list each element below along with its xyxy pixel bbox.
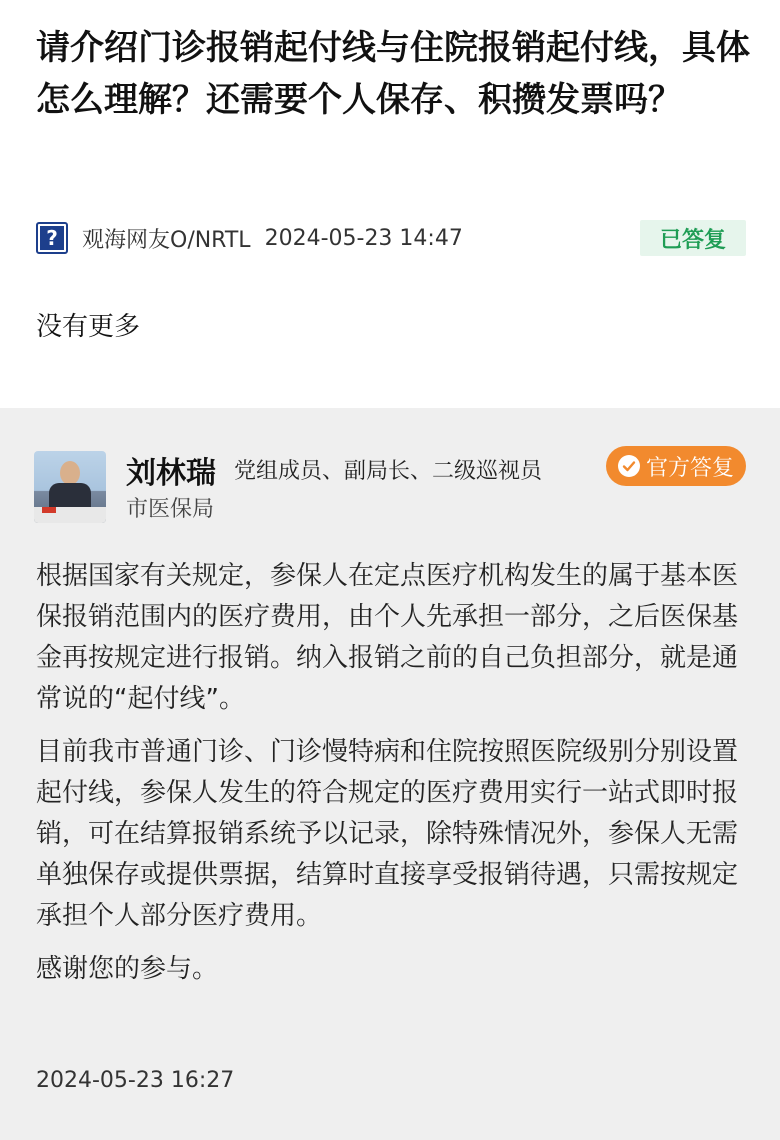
asker-name[interactable]: 观海网友O/NRTL <box>82 227 251 253</box>
responder-title: 党组成员、副局长、二级巡视员 <box>234 459 543 484</box>
check-icon <box>618 455 640 477</box>
responder-department: 市医保局 <box>126 497 215 522</box>
asked-timestamp: 2024-05-23 14:47 <box>264 225 463 251</box>
official-badge-label: 官方答复 <box>645 455 734 481</box>
status-badge: 已答复 <box>640 220 746 256</box>
answer-paragraph: 感谢您的参与。 <box>36 954 219 984</box>
no-more-label: 没有更多 <box>36 312 141 342</box>
official-answer-badge <box>606 446 746 486</box>
question-title: 请介绍门诊报销起付线与住院报销起付线，具体怎么理解？还需要个人保存、积攒发票吗？ <box>36 28 750 120</box>
responder-name: 刘林瑞 <box>126 456 216 491</box>
answer-paragraph: 根据国家有关规定，参保人在定点医疗机构发生的属于基本医保报销范围内的医疗费用，由个人先承担一部分，之后医保基金再按规定进行报销。纳入报销之前的自己负担部分，就是通常说的“起付线”。 <box>36 561 739 714</box>
answered-timestamp: 2024-05-23 16:27 <box>36 1068 235 1093</box>
question-section <box>0 0 780 408</box>
answer-body <box>36 556 750 990</box>
answer-section <box>0 408 780 1140</box>
answer-paragraph: 目前我市普通门诊、门诊慢特病和住院按照医院级别分别设置起付线，参保人发生的符合规定的医疗费用实行一站式即时报销，可在结算报销系统予以记录，除特殊情况外，参保人无需单独保存或提供票据，结算时直接享受报销待遇，只需按规定承担个人部分医疗费用。 <box>36 737 739 931</box>
responder-avatar[interactable] <box>34 451 106 523</box>
asker-row <box>36 220 746 256</box>
question-mark-icon: ? <box>36 222 68 254</box>
